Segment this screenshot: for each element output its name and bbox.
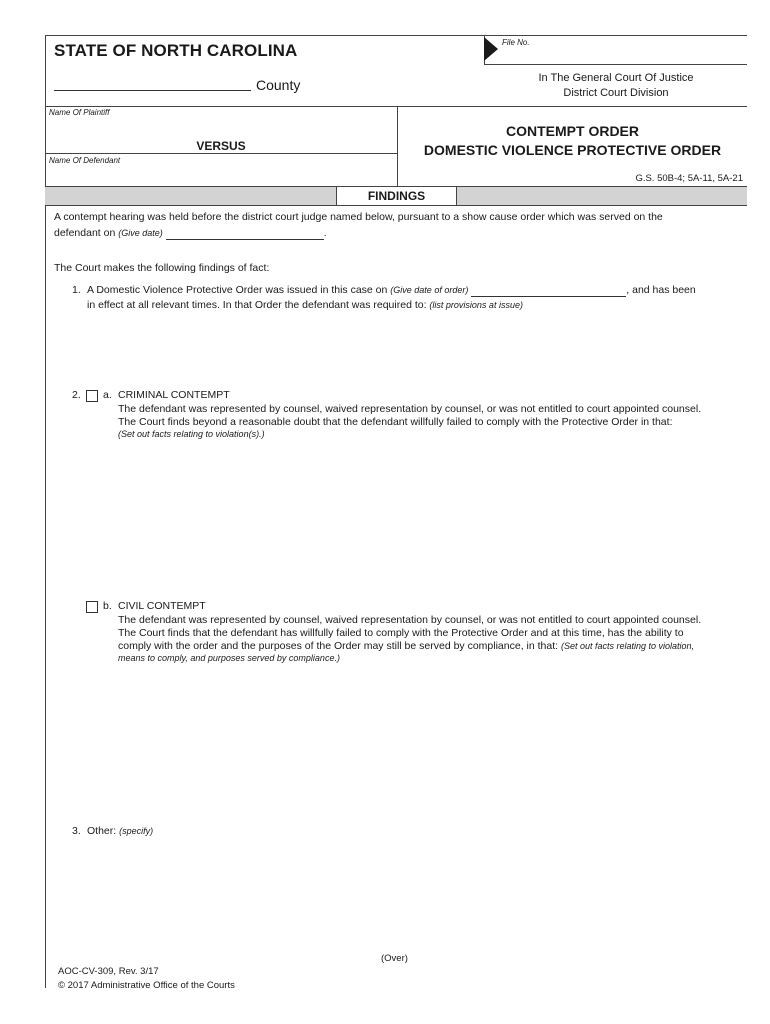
frame-left-border (45, 35, 46, 988)
frame-top-border (45, 35, 747, 36)
file-no-label: File No. (502, 38, 530, 47)
item1-text2: in effect at all relevant times. In that Order the defendant was required to: (87, 299, 427, 311)
item1-list-hint: (list provisions at issue) (429, 300, 523, 310)
item1-give-date-hint: (Give date of order) (390, 285, 469, 295)
over-label: (Over) (381, 953, 408, 964)
court-line2: District Court Division (563, 87, 669, 99)
item2b-note1: (Set out facts relating to violation, (560, 641, 695, 651)
item1-block (87, 284, 747, 311)
item3-specify: (specify) (119, 826, 154, 836)
form-number: AOC-CV-309, Rev. 3/17 (58, 966, 159, 977)
county-field[interactable] (54, 90, 251, 91)
item2a-block (118, 403, 748, 439)
item2b-note2: means to comply, and purposes served by compliance.) (118, 653, 340, 663)
header-divider-right-top (484, 64, 747, 65)
item3-number: 3. (72, 825, 81, 837)
item2b-line3: comply with the order and the purposes of the Order may still be served by compliance, in that: (118, 640, 559, 652)
item2a-line1: The defendant was represented by counsel, waived representation by counsel, or was not entitled to court appointed counsel. (118, 403, 702, 415)
county-label: County (256, 77, 301, 93)
court-line1: In The General Court Of Justice (538, 72, 694, 84)
court-makes-findings: The Court makes the following findings of fact: (54, 262, 270, 274)
intro-period: . (323, 227, 327, 239)
item2b-line3-wrap (118, 640, 748, 652)
document-title-line2: DOMESTIC VIOLENCE PROTECTIVE ORDER (423, 142, 722, 158)
intro-line2 (54, 227, 744, 240)
item2b-block (118, 614, 748, 663)
item2a-letter: a. (103, 389, 112, 401)
intro-line2-text: defendant on (54, 227, 116, 239)
item1-text: A Domestic Violence Protective Order was issued in this case on (87, 284, 388, 296)
statutes-label: G.S. 50B-4; 5A-11, 5A-21 (635, 173, 743, 184)
header-divider-full (45, 106, 747, 107)
defendant-label: Name Of Defendant (49, 156, 121, 165)
give-date-hint: (Give date) (118, 228, 163, 238)
order-date-field[interactable] (471, 284, 626, 297)
criminal-contempt-checkbox[interactable] (86, 388, 98, 406)
versus-label: VERSUS (196, 139, 246, 153)
item2b-letter: b. (103, 600, 112, 612)
item2b-title: CIVIL CONTEMPT (118, 600, 206, 612)
plaintiff-defendant-divider (45, 153, 397, 154)
item2b-line1: The defendant was represented by counsel, waived representation by counsel, or was not entitled to court appointed counsel. (118, 614, 702, 626)
state-title: STATE OF NORTH CAROLINA (54, 41, 298, 60)
copyright: © 2017 Administrative Office of the Courts (58, 980, 235, 991)
item2b-line2: The Court finds that the defendant has willfully failed to comply with the Protective Order and at this time, has the ability to (118, 627, 684, 639)
item2a-note: (Set out facts relating to violation(s).) (118, 429, 265, 439)
item2a-line2: The Court finds beyond a reasonable doubt that the defendant willfully failed to comply with the Protective Order in that: (118, 416, 673, 428)
item1-line1 (87, 284, 747, 297)
item1-line2 (87, 299, 747, 311)
intro-paragraph (54, 211, 744, 240)
item3-label: Other: (87, 825, 117, 837)
item2-number: 2. (72, 389, 81, 401)
findings-heading: FINDINGS (336, 186, 457, 206)
intro-line1: A contempt hearing was held before the district court judge named below, pursuant to a show cause order which was served on the (54, 211, 663, 223)
item3-line (87, 825, 153, 837)
document-title-line1: CONTEMPT ORDER (506, 123, 639, 139)
hearing-date-field[interactable] (166, 227, 324, 240)
file-no-arrow-icon (484, 37, 498, 61)
item1-number: 1. (72, 284, 81, 296)
plaintiff-label: Name Of Plaintiff (49, 108, 110, 117)
item2a-title: CRIMINAL CONTEMPT (118, 389, 230, 401)
civil-contempt-checkbox[interactable] (86, 599, 98, 617)
item1-and-has-been: , and has been (626, 284, 696, 296)
